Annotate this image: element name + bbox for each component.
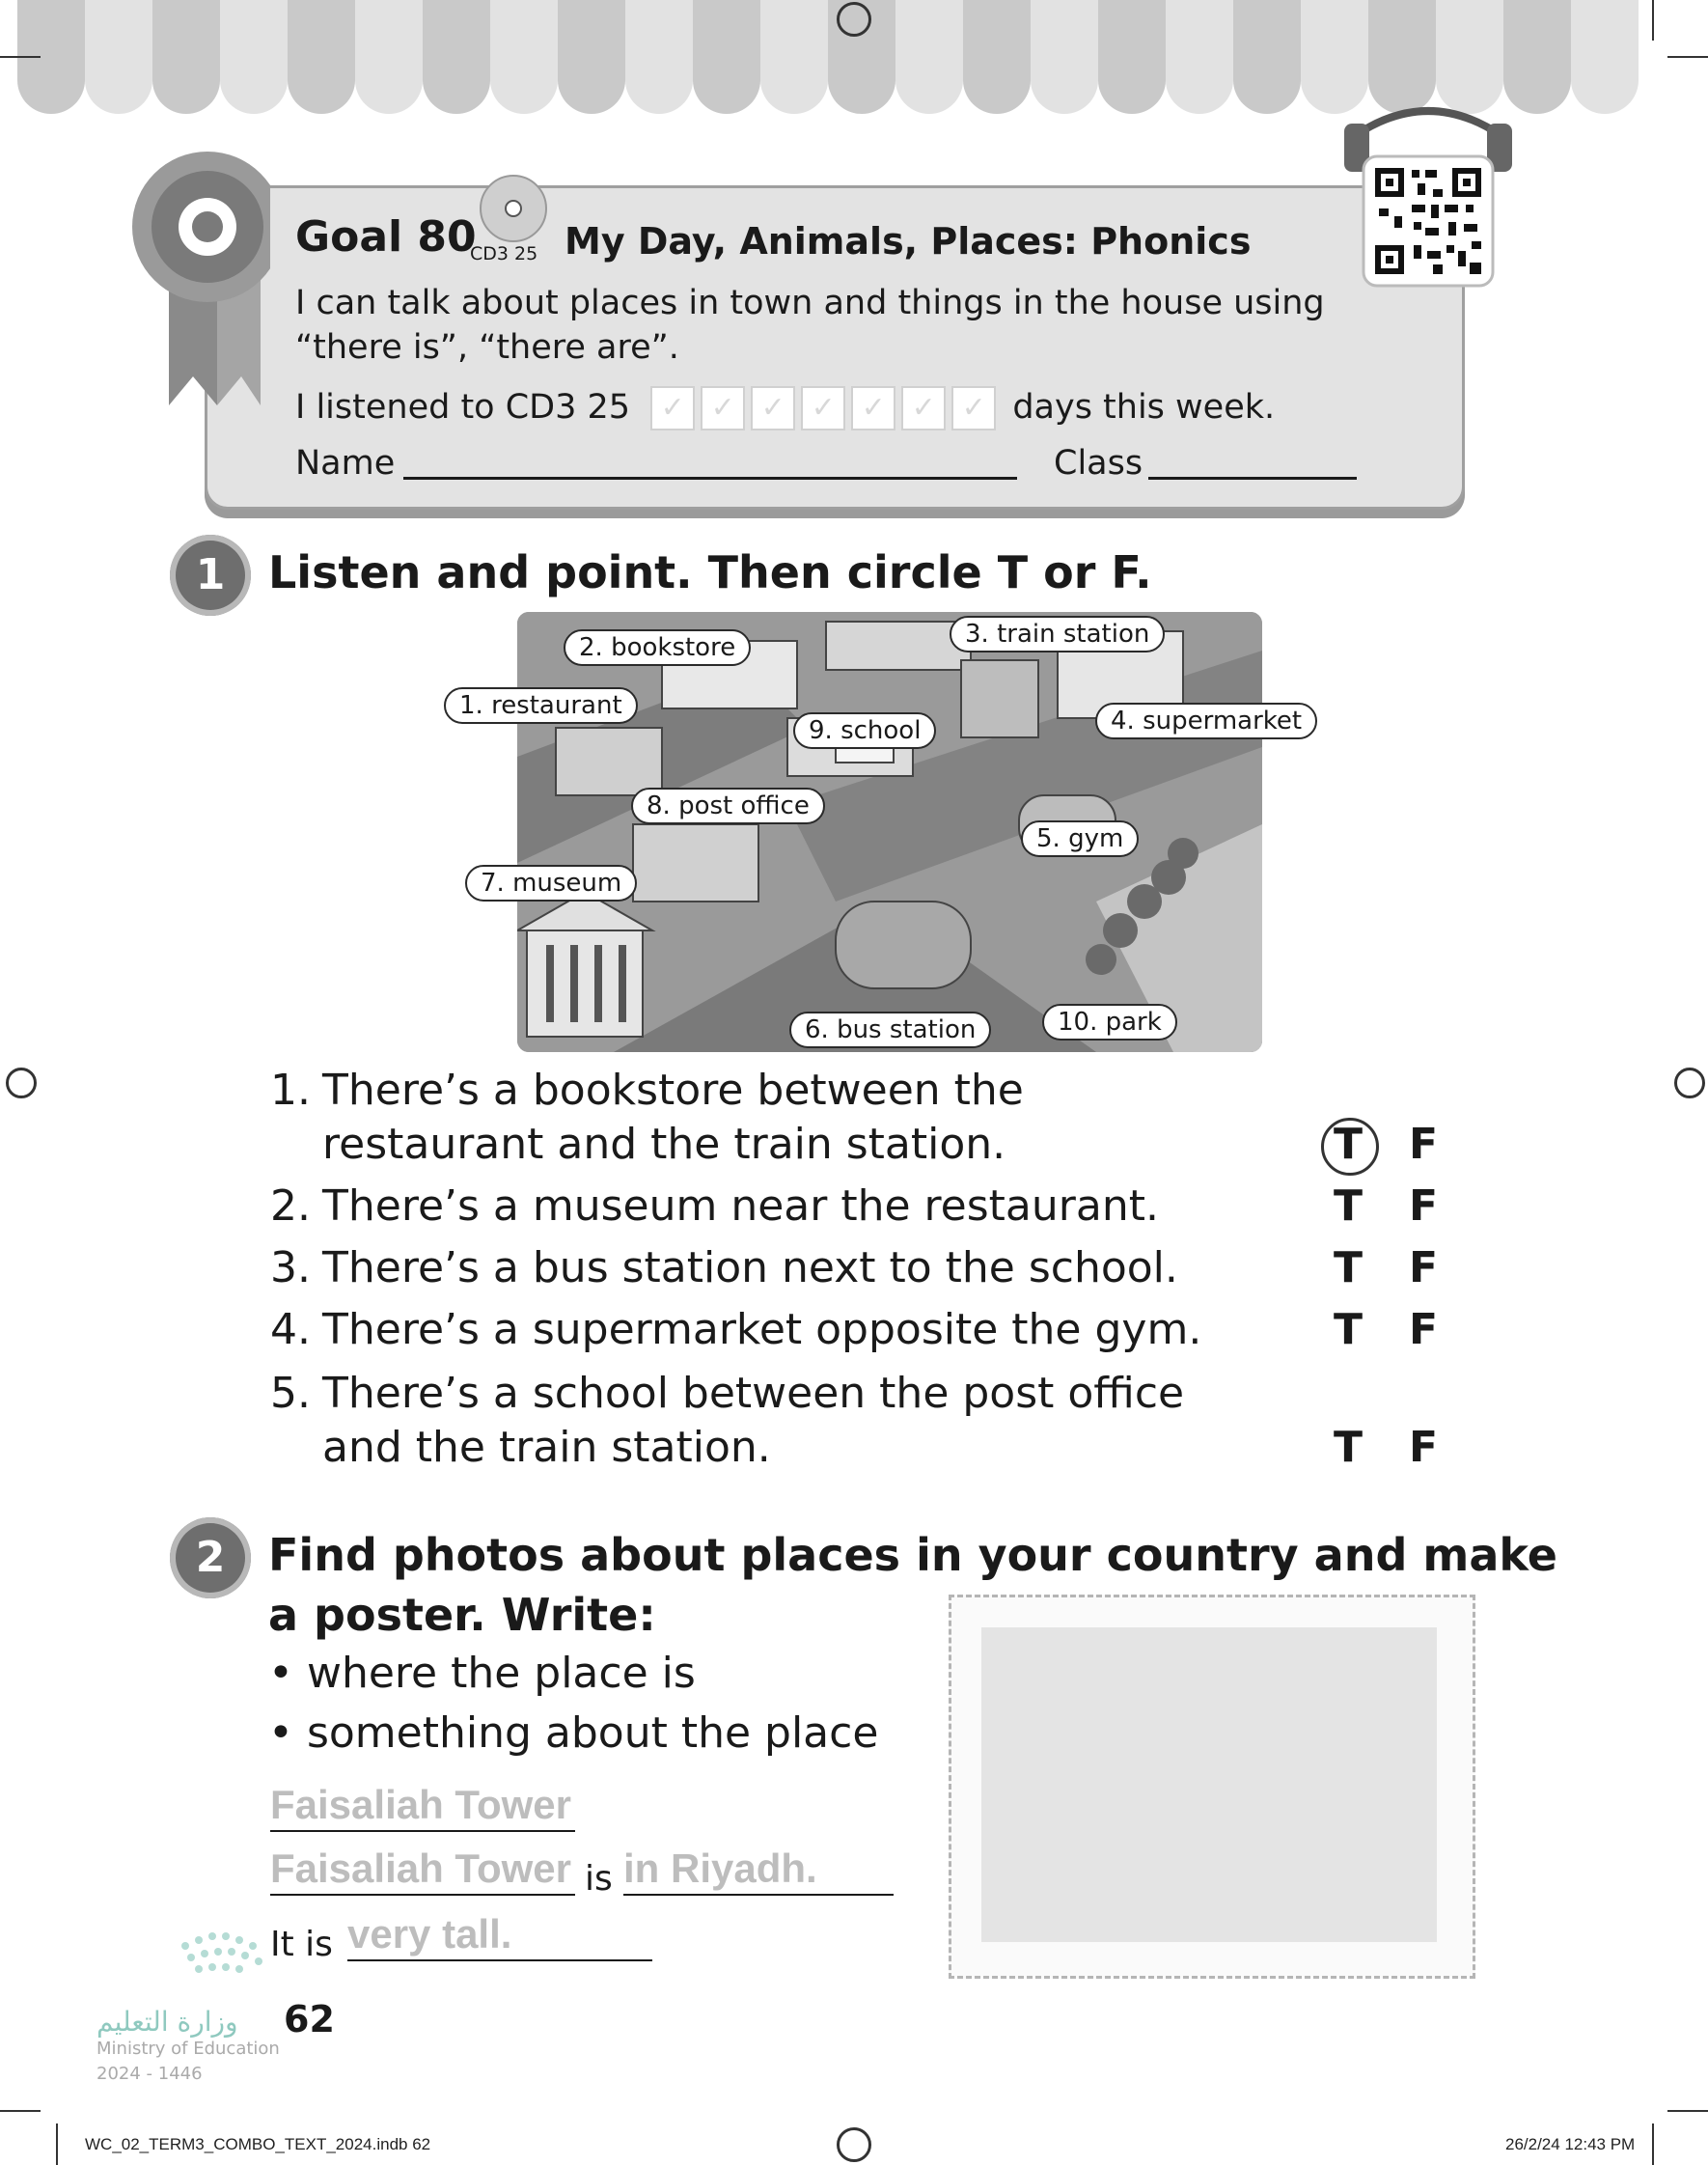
bullet-text: something about the place — [306, 1708, 879, 1758]
statement-text: There’s a bus station next to the school. — [322, 1243, 1178, 1292]
statement-number: 1. — [270, 1066, 311, 1115]
page-number: 62 — [284, 1998, 335, 2040]
map-label-park[interactable]: 10. park — [1042, 1004, 1177, 1041]
ministry-logo-icon — [174, 1927, 344, 1985]
bullet-item: • where the place is — [268, 1649, 696, 1698]
day-checkbox[interactable]: ✓ — [650, 386, 695, 430]
crop-mark — [1652, 0, 1654, 41]
awning-scallop — [1571, 0, 1639, 114]
word-is: is — [585, 1859, 613, 1899]
awning-scallop — [1031, 0, 1098, 114]
registration-mark-icon — [837, 2127, 871, 2162]
example-location: in Riyadh. — [623, 1846, 817, 1891]
true-option[interactable]: T — [1334, 1243, 1364, 1292]
map-label-restaurant[interactable]: 1. restaurant — [444, 687, 638, 724]
statement-text-continued: restaurant and the train station. — [322, 1120, 1006, 1169]
false-option[interactable]: F — [1409, 1423, 1439, 1472]
location-line[interactable] — [623, 1894, 894, 1896]
day-checkbox[interactable]: ✓ — [951, 386, 996, 430]
exercise-2-number: 2 — [170, 1517, 251, 1598]
awning-scallop — [760, 0, 828, 114]
awning-scallop — [490, 0, 558, 114]
day-checkboxes — [650, 386, 1002, 430]
listened-suffix: days this week. — [1012, 388, 1276, 427]
false-option[interactable]: F — [1409, 1305, 1439, 1354]
goal-objective-line1: I can talk about places in town and things in the house using — [295, 284, 1325, 322]
statement-text-continued: and the train station. — [322, 1423, 771, 1472]
day-checkbox[interactable]: ✓ — [751, 386, 795, 430]
town-map-illustration — [517, 612, 1262, 1052]
footer-file-info: WC_02_TERM3_COMBO_TEXT_2024.indb 62 — [85, 2135, 431, 2153]
example-title: Faisaliah Tower — [270, 1782, 571, 1827]
word-it-is: It is — [270, 1925, 333, 1964]
map-label-gym[interactable]: 5. gym — [1021, 820, 1139, 857]
registration-mark-icon — [6, 1068, 37, 1098]
map-label-train-station[interactable]: 3. train station — [950, 616, 1165, 652]
registration-mark-icon — [1674, 1068, 1705, 1098]
awning-scallop — [1166, 0, 1233, 114]
false-option[interactable]: F — [1409, 1120, 1439, 1169]
awning-scallop — [693, 0, 760, 114]
crop-mark — [1652, 2123, 1654, 2165]
cd-icon — [475, 170, 552, 247]
example-subject: Faisaliah Tower — [270, 1846, 571, 1891]
class-label: Class — [1054, 444, 1143, 483]
awning-scallop — [625, 0, 693, 114]
rosette-icon — [125, 145, 270, 415]
awning-scallop — [895, 0, 963, 114]
example-fact: very tall. — [347, 1911, 512, 1957]
awning-scallop — [152, 0, 220, 114]
title-line[interactable] — [270, 1830, 575, 1832]
map-label-post-office[interactable]: 8. post office — [631, 788, 825, 824]
statement-text: There’s a school between the post office — [322, 1369, 1185, 1418]
awning-scallop — [963, 0, 1031, 114]
true-option[interactable]: T — [1334, 1120, 1364, 1169]
class-field[interactable] — [1148, 477, 1357, 480]
exercise-1-number: 1 — [170, 535, 251, 616]
name-field[interactable] — [403, 477, 1017, 480]
poster-photo-area[interactable] — [981, 1627, 1437, 1942]
awning-scallop — [288, 0, 355, 114]
day-checkbox[interactable]: ✓ — [801, 386, 845, 430]
false-option[interactable]: F — [1409, 1181, 1439, 1231]
day-checkbox[interactable]: ✓ — [701, 386, 745, 430]
registration-mark-icon — [837, 2, 871, 37]
statement-number: 2. — [270, 1181, 311, 1231]
qr-code-icon — [1336, 97, 1520, 299]
true-option[interactable]: T — [1334, 1181, 1364, 1231]
crop-mark — [56, 2123, 58, 2165]
awning-scallop — [1098, 0, 1166, 114]
awning-scallop — [558, 0, 625, 114]
subject-line[interactable] — [270, 1894, 575, 1896]
statement-number: 5. — [270, 1369, 311, 1418]
statement-number: 3. — [270, 1243, 311, 1292]
true-option[interactable]: T — [1334, 1305, 1364, 1354]
exercise-2-heading-line1: Find photos about places in your country and make — [268, 1529, 1557, 1581]
map-label-bookstore[interactable]: 2. bookstore — [564, 629, 751, 666]
ministry-year: 2024 - 1446 — [96, 2064, 203, 2084]
crop-mark — [1667, 2110, 1708, 2112]
fact-line[interactable] — [347, 1959, 652, 1961]
awning-scallop — [220, 0, 288, 114]
map-label-school[interactable]: 9. school — [793, 712, 936, 749]
awning-scallop — [355, 0, 423, 114]
bullet-item: • something about the place — [268, 1708, 879, 1758]
exercise-2-heading-line2: a poster. Write: — [268, 1589, 656, 1641]
statement-text: There’s a museum near the restaurant. — [322, 1181, 1159, 1231]
goal-objective-line2: “there is”, “there are”. — [295, 328, 679, 367]
day-checkbox[interactable]: ✓ — [851, 386, 895, 430]
map-label-bus-station[interactable]: 6. bus station — [789, 1012, 991, 1048]
exercise-1-heading: Listen and point. Then circle T or F. — [268, 546, 1152, 598]
crop-mark — [1667, 56, 1708, 58]
awning-scallop — [423, 0, 490, 114]
statement-number: 4. — [270, 1305, 311, 1354]
map-label-museum[interactable]: 7. museum — [465, 865, 637, 902]
goal-title: Goal 80 — [295, 212, 477, 262]
bullet-text: where the place is — [306, 1649, 696, 1698]
awning-scallop — [85, 0, 152, 114]
footer-date: 26/2/24 12:43 PM — [1505, 2135, 1636, 2153]
awning-scallop — [1233, 0, 1301, 114]
true-option[interactable]: T — [1334, 1423, 1364, 1472]
listened-row — [295, 386, 1275, 430]
town-map-drawing — [517, 612, 1262, 1052]
ministry-arabic-name: وزارة التعليم — [96, 2006, 238, 2038]
statement-text: There’s a supermarket opposite the gym. — [322, 1305, 1202, 1354]
map-label-supermarket[interactable]: 4. supermarket — [1095, 703, 1317, 739]
crop-mark — [0, 56, 41, 58]
goal-subtitle: My Day, Animals, Places: Phonics — [565, 220, 1252, 263]
goal-cd-track: CD3 25 — [470, 243, 538, 264]
crop-mark — [0, 2110, 41, 2112]
statement-text: There’s a bookstore between the — [322, 1066, 1024, 1115]
listened-prefix: I listened to CD3 25 — [295, 388, 631, 427]
day-checkbox[interactable]: ✓ — [901, 386, 946, 430]
name-label: Name — [295, 444, 396, 483]
ministry-english-name: Ministry of Education — [96, 2039, 280, 2059]
false-option[interactable]: F — [1409, 1243, 1439, 1292]
